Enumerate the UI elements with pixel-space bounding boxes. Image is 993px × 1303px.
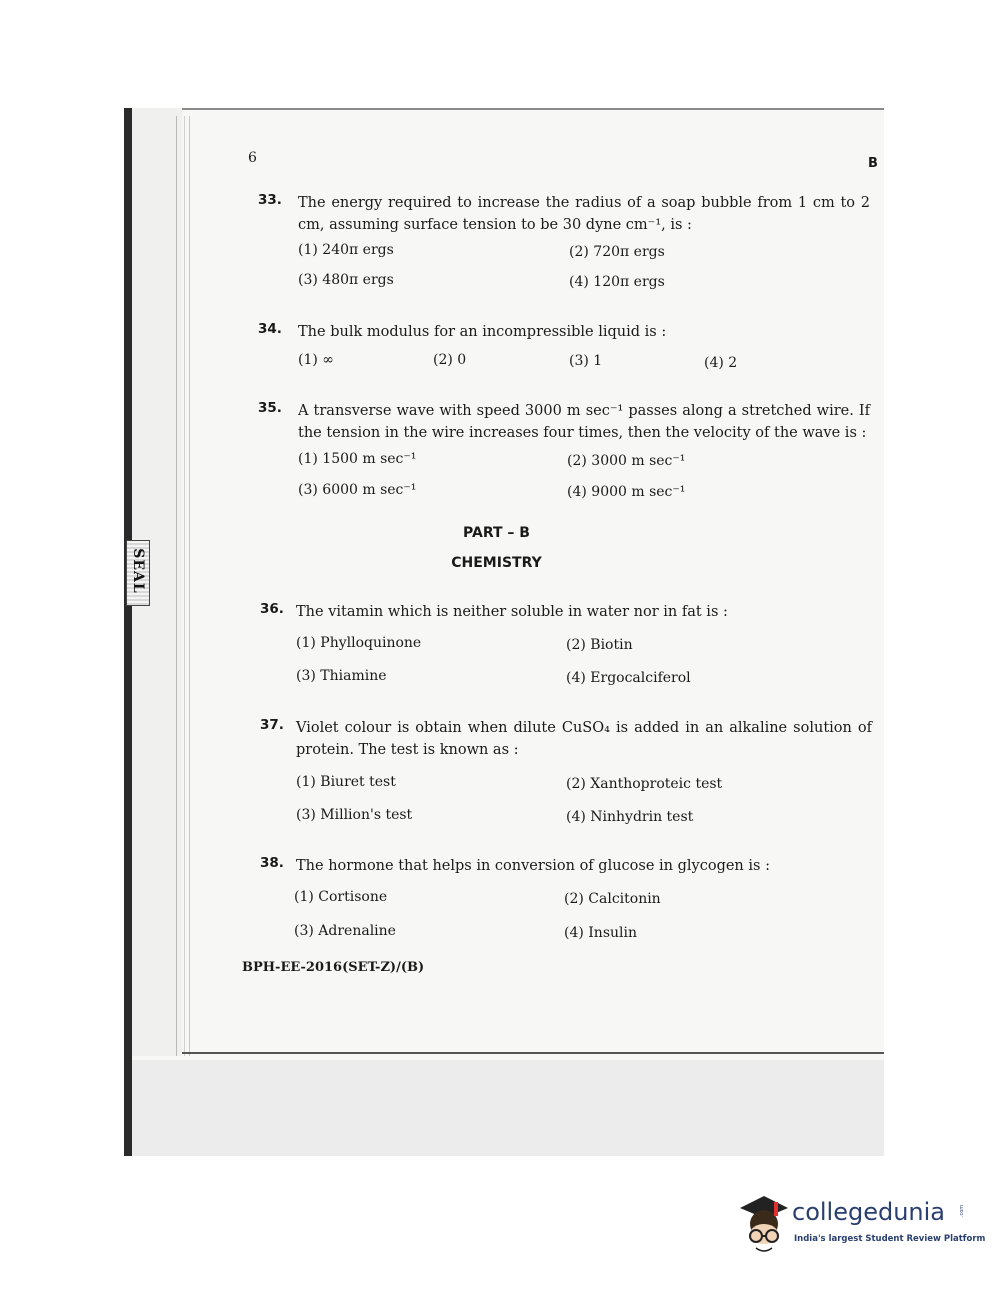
question-34 <box>258 321 870 371</box>
brand-suffix: .com <box>959 1204 966 1218</box>
question-37 <box>260 717 872 829</box>
option-3: (3) 480π ergs <box>298 272 394 288</box>
part-heading: PART – B <box>463 525 530 541</box>
question-number: 34. <box>258 321 282 337</box>
question-36 <box>260 601 872 691</box>
option-2: (2) Calcitonin <box>564 891 661 907</box>
question-38 <box>260 855 872 945</box>
option-2: (2) 720π ergs <box>569 244 665 260</box>
subject-heading: CHEMISTRY <box>451 555 542 571</box>
option-2: (2) 0 <box>433 352 467 368</box>
option-4: (4) 2 <box>704 355 738 371</box>
brand-tagline: India's largest Student Review Platform <box>794 1234 986 1244</box>
question-text: The vitamin which is neither soluble in water nor in fat is : <box>296 604 728 620</box>
page-number: 6 <box>248 150 257 166</box>
brand-name: collegedunia <box>792 1198 946 1226</box>
scan-top-edge <box>124 108 884 110</box>
option-1: (1) Phylloquinone <box>296 635 422 651</box>
question-number: 35. <box>258 400 282 416</box>
set-label: B <box>868 156 878 171</box>
question-number: 37. <box>260 717 284 733</box>
option-2: (2) Biotin <box>566 637 633 653</box>
collegedunia-logo <box>734 1194 986 1260</box>
option-4: (4) Insulin <box>564 925 638 941</box>
option-1: (1) ∞ <box>298 352 334 368</box>
option-1: (1) Biuret test <box>296 774 396 790</box>
scan-left-edge <box>124 108 132 1156</box>
question-text: The hormone that helps in conversion of glucose in glycogen is : <box>296 858 770 874</box>
option-2: (2) 3000 m sec⁻¹ <box>567 453 686 469</box>
option-3: (3) 6000 m sec⁻¹ <box>298 482 417 498</box>
option-1: (1) 1500 m sec⁻¹ <box>298 451 417 467</box>
option-4: (4) Ergocalciferol <box>566 670 691 686</box>
margin-rule-inner <box>184 116 185 1056</box>
option-4: (4) Ninhydrin test <box>566 809 694 825</box>
question-number: 33. <box>258 192 282 208</box>
question-35 <box>258 400 870 504</box>
option-3: (3) Thiamine <box>296 668 387 684</box>
question-33 <box>258 192 870 292</box>
question-number: 38. <box>260 855 284 871</box>
option-1: (1) 240π ergs <box>298 242 394 258</box>
option-2: (2) Xanthoproteic test <box>566 776 723 792</box>
question-text: The bulk modulus for an incompressible liquid is : <box>298 324 667 340</box>
option-3: (3) 1 <box>569 353 603 369</box>
option-1: (1) Cortisone <box>294 889 388 905</box>
option-4: (4) 9000 m sec⁻¹ <box>567 484 686 500</box>
paper-code-footer: BPH-EE-2016(SET-Z)/(B) <box>242 960 425 975</box>
bottom-rule <box>182 1052 884 1054</box>
option-3: (3) Million's test <box>296 807 413 823</box>
question-number: 36. <box>260 601 284 617</box>
seal-stamp <box>126 540 150 606</box>
option-4: (4) 120π ergs <box>569 274 665 290</box>
seal-label: SEAL <box>130 548 146 594</box>
scan-bottom-area <box>132 1060 884 1156</box>
question-text: A transverse wave with speed 3000 m sec⁻¹ passes along a stretched wire. If the tension in the wire increases four times, then the velocity of the wave is : <box>298 403 870 441</box>
option-3: (3) Adrenaline <box>294 923 396 939</box>
question-text: The energy required to increase the radius of a soap bubble from 1 cm to 2 cm, assuming surface tension to be 30 dyne cm⁻¹, is : <box>298 195 870 233</box>
question-text: Violet colour is obtain when dilute CuSO₄ is added in an alkaline solution of protein. The test is known as : <box>296 720 872 758</box>
margin-rule <box>176 116 190 1056</box>
mascot-icon <box>734 1194 790 1258</box>
